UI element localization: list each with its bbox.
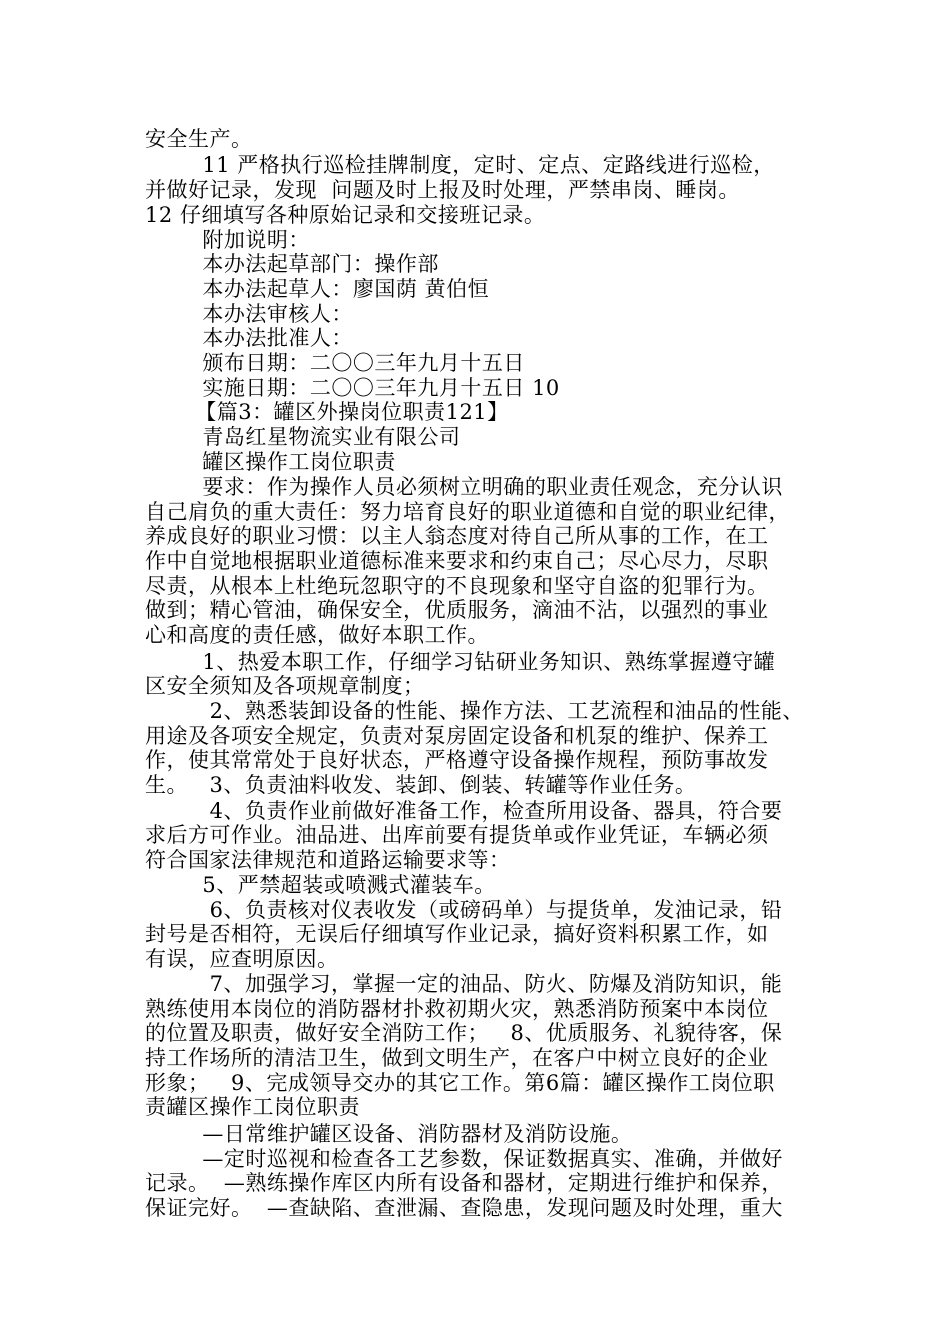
text-line: 12 仔细填写各种原始记录和交接班记录。 bbox=[145, 203, 546, 227]
text-line: 心和高度的责任感，做好本职工作。 bbox=[145, 623, 489, 647]
text-line: 用途及各项安全规定，负责对泵房固定设备和机泵的维护、保养工 bbox=[145, 724, 769, 748]
text-line: 1、热爱本职工作，仔细学习钻研业务知识、熟练掌握遵守罐 bbox=[145, 650, 776, 674]
text-line: 做到；精心管油，确保安全，优质服务，滴油不沾，以强烈的事业 bbox=[145, 598, 769, 622]
text-line: 作中自觉地根据职业道德标准来要求和约束自己；尽心尽力，尽职 bbox=[145, 549, 769, 573]
text-line: 封号是否相符，无误后仔细填写作业记录，搞好资料积累工作，如 bbox=[145, 922, 769, 946]
text-line: 区安全须知及各项规章制度； bbox=[145, 674, 425, 698]
text-line: 持工作场所的清洁卫生，做到文明生产，在客户中树立良好的企业 bbox=[145, 1046, 769, 1070]
text-line: 自己肩负的重大责任：努力培育良好的职业道德和自觉的职业纪律， bbox=[145, 500, 790, 524]
text-line: 4、负责作业前做好准备工作，检查所用设备、器具，符合要 bbox=[145, 799, 783, 823]
text-line: 求后方可作业。油品进、出库前要有提货单或作业凭证，车辆必须 bbox=[145, 823, 769, 847]
text-line: 实施日期：二〇〇三年九月十五日 10 bbox=[145, 376, 560, 400]
text-line: 7、加强学习，掌握一定的油品、防火、防爆及消防知识，能 bbox=[145, 972, 783, 996]
text-line: 【篇3：罐区外操岗位职责121】 bbox=[145, 400, 509, 424]
text-line: 罐区操作工岗位职责 bbox=[145, 450, 396, 474]
text-line: 要求：作为操作人员必须树立明确的职业责任观念，充分认识 bbox=[145, 475, 783, 499]
text-line: 养成良好的职业习惯：以主人翁态度对待自己所从事的工作，在工 bbox=[145, 524, 769, 548]
text-line: 颁布日期：二〇〇三年九月十五日 bbox=[145, 351, 525, 375]
text-line: 形象； 9、完成领导交办的其它工作。第6篇：罐区操作工岗位职 bbox=[145, 1071, 775, 1095]
text-line: 2、熟悉装卸设备的性能、操作方法、工艺流程和油品的性能、 bbox=[145, 699, 804, 723]
text-line: —定时巡视和检查各工艺参数，保证数据真实、准确，并做好 bbox=[145, 1147, 783, 1171]
text-line: —日常维护罐区设备、消防器材及消防设施。 bbox=[145, 1122, 633, 1146]
text-line: 本办法起草人：廖国荫 黄伯恒 bbox=[145, 277, 490, 301]
text-line: 青岛红星物流实业有限公司 bbox=[145, 425, 461, 449]
text-line: 责罐区操作工岗位职责 bbox=[145, 1095, 360, 1119]
text-line: 有误，应查明原因。 bbox=[145, 947, 339, 971]
text-line: 生。 3、负责油料收发、装卸、倒装、转罐等作业任务。 bbox=[145, 773, 697, 797]
text-line: 5、严禁超装或喷溅式灌装车。 bbox=[145, 873, 496, 897]
text-line: 符合国家法律规范和道路运输要求等： bbox=[145, 848, 511, 872]
text-line: 的位置及职责，做好安全消防工作； 8、优质服务、礼貌待客，保 bbox=[145, 1021, 783, 1045]
text-line: 本办法审核人： bbox=[145, 302, 353, 326]
text-line: 熟练使用本岗位的消防器材扑救初期火灾，熟悉消防预案中本岗位 bbox=[145, 997, 769, 1021]
text-line: 并做好记录，发现 问题及时上报及时处理，严禁串岗、睡岗。 bbox=[145, 178, 740, 202]
text-line: 作，使其常常处于良好状态，严格遵守设备操作规程，预防事故发 bbox=[145, 748, 769, 772]
text-line: 保证完好。 —查缺陷、查泄漏、查隐患，发现问题及时处理，重大 bbox=[145, 1196, 783, 1220]
text-line: 安全生产。 bbox=[145, 127, 253, 151]
text-line: 附加说明： bbox=[145, 228, 310, 252]
text-line: 6、负责核对仪表收发（或磅码单）与提货单，发油记录，铅 bbox=[145, 898, 783, 922]
text-line: 尽责，从根本上杜绝玩忽职守的不良现象和坚守自盗的犯罪行为。 bbox=[145, 574, 769, 598]
text-line: 本办法起草部门：操作部 bbox=[145, 252, 439, 276]
text-line: 11 严格执行巡检挂牌制度，定时、定点、定路线进行巡检， bbox=[145, 153, 775, 177]
text-line: 本办法批准人： bbox=[145, 326, 353, 350]
text-line: 记录。 —熟练操作库区内所有设备和器材，定期进行维护和保养， bbox=[145, 1171, 783, 1195]
